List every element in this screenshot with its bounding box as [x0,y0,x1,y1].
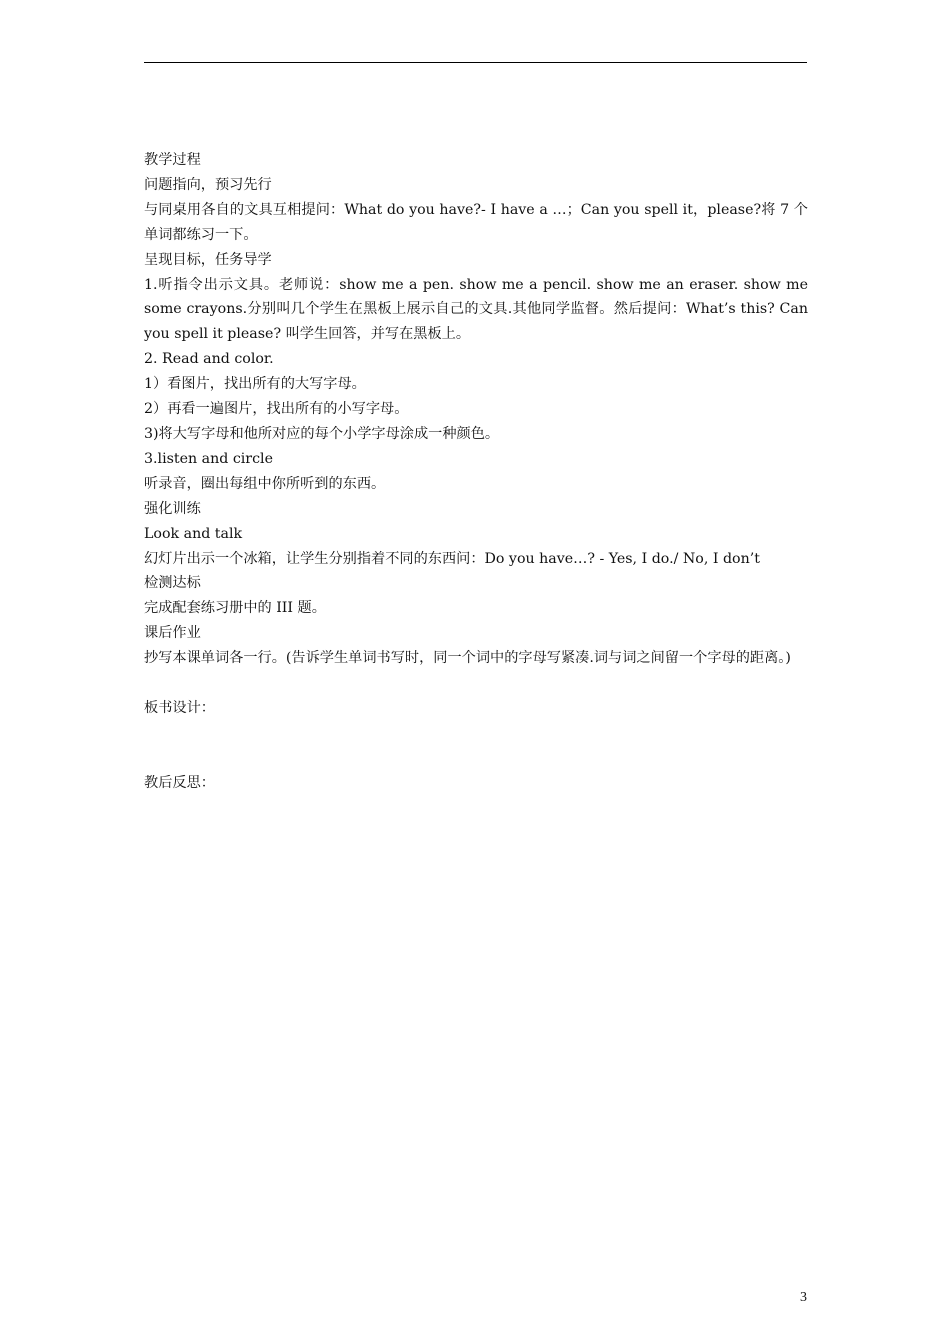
section-heading-preview: 问题指向，预习先行 [144,176,272,193]
step-find-lowercase: 2）再看一遍图片，找出所有的小写字母。 [144,401,409,418]
step-listen-and-circle: 3.listen and circle [144,450,273,467]
paragraph-fridge-slide: 幻灯片出示一个冰箱，让学生分别指着不同的东西问：Do you have…? - Yes, I do./ No, I don’t [144,550,760,567]
spacer [144,721,808,771]
paragraph-peer-questions: 与同桌用各自的文具互相提问：What do you have?- I have a …；Can you spell it，please?将 7 个单词都练习一下。 [144,201,808,243]
document-body [144,148,808,796]
paragraph-copy-words: 抄写本课单词各一行。(告诉学生单词书写时，同一个词中的字母写紧凑.词与词之间留一个字母的距离。) [144,650,791,667]
step-look-and-talk: Look and talk [144,525,243,542]
step-workbook: 完成配套练习册中的 III 题。 [144,600,326,617]
step-find-uppercase: 1）看图片，找出所有的大写字母。 [144,376,366,393]
section-heading-goals: 呈现目标，任务导学 [144,251,272,268]
section-heading-assessment: 检测达标 [144,575,201,592]
header-rule [144,62,807,63]
step-listen-instructions: 听录音，圈出每组中你所听到的东西。 [144,475,386,492]
section-heading-practice: 强化训练 [144,500,201,517]
section-heading-homework: 课后作业 [144,625,201,642]
section-heading-teaching-process: 教学过程 [144,152,201,168]
spacer [144,671,808,696]
step-color-pairs: 3)将大写字母和他所对应的每个小学字母涂成一种颜色。 [144,425,500,442]
section-heading-board-design: 板书设计： [144,699,215,716]
paragraph-show-stationery: 1.听指令出示文具。老师说：show me a pen. show me a pencil. show me an eraser. show me some crayons.分别叫几个学生在黑板上展示自己的文具.其他同学监督。然后提问：What’s this? Can you spell it please? 叫学生回答，并写在黑板上。 [144,276,808,343]
section-heading-reflection: 教后反思： [144,774,215,791]
step-read-and-color: 2. Read and color. [144,351,274,368]
page-number: 3 [800,1290,807,1305]
